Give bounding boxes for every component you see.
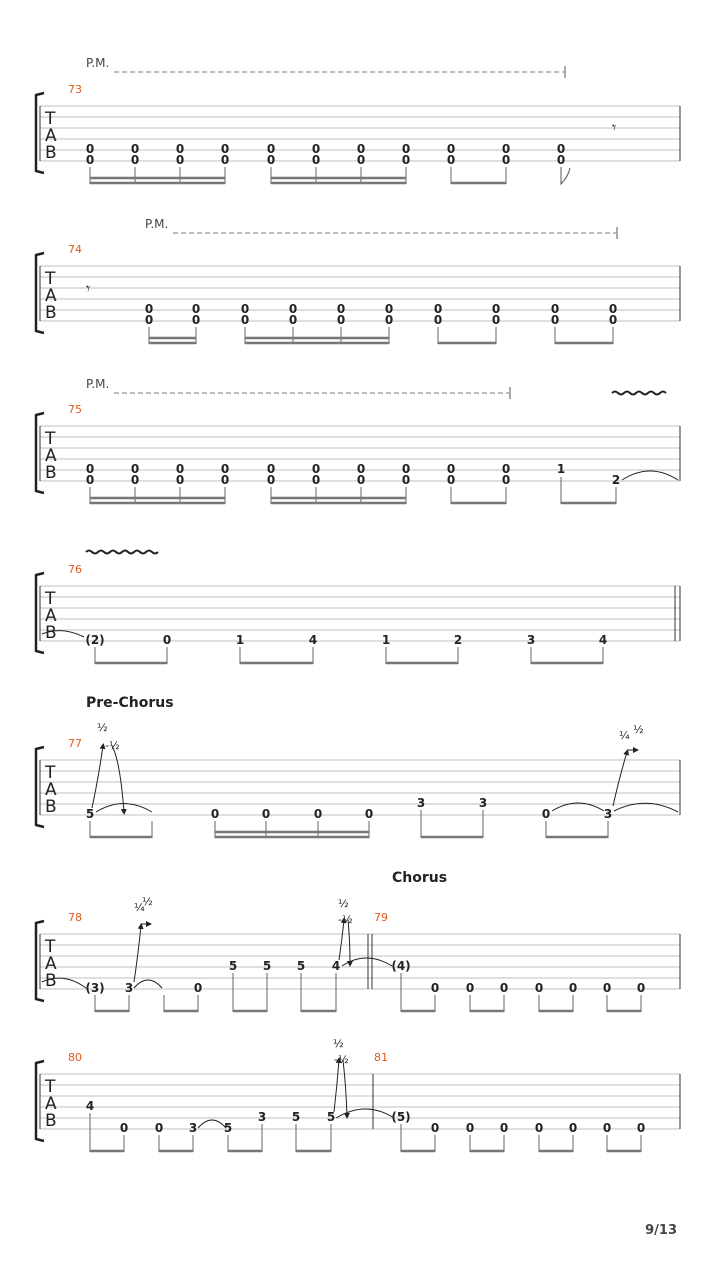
fret-number: 0 (550, 302, 560, 316)
fret-number: 3 (257, 1110, 267, 1124)
staff-lines (40, 266, 680, 321)
tab-letter-t: T (45, 109, 56, 129)
release-arrow (343, 1060, 347, 1116)
fret-number: 0 (266, 462, 276, 476)
fret-number: 1 (556, 462, 566, 476)
fret-number: 2 (453, 633, 463, 647)
fret-number: 0 (85, 142, 95, 156)
fret-number: 0 (356, 462, 366, 476)
section-label-pre-chorus: Pre-Chorus (86, 695, 174, 711)
fret-number: 0 (433, 313, 443, 327)
fret-number: 5 (223, 1121, 233, 1135)
bend-arrow (334, 1060, 339, 1112)
fret-number: 0 (501, 142, 511, 156)
fret-number: 0 (313, 807, 323, 821)
fret-number: 3 (526, 633, 536, 647)
fret-number: 0 (499, 981, 509, 995)
bend-amount-label: ½ (142, 895, 153, 908)
release-amount-label: -½ (338, 913, 353, 926)
fret-number: 0 (220, 473, 230, 487)
fret-number: 0 (175, 473, 185, 487)
fret-number: 5 (262, 959, 272, 973)
fret-number: 0 (501, 153, 511, 167)
fret-number: 5 (296, 959, 306, 973)
fret-number: 0 (446, 153, 456, 167)
system-6 (36, 870, 680, 1012)
fret-number: 5 (85, 807, 95, 821)
fret-number: 0 (130, 153, 140, 167)
tie-arc (614, 803, 678, 812)
fret-number: 0 (430, 1121, 440, 1135)
beams (90, 832, 608, 837)
fret-number: 4 (598, 633, 608, 647)
fret-number: 0 (556, 142, 566, 156)
release-amount-label: -½ (105, 739, 120, 752)
vibrato-mark (86, 551, 158, 554)
fret-number: 0 (608, 302, 618, 316)
fret-number: 0 (356, 142, 366, 156)
fret-number: 0 (356, 153, 366, 167)
fret-number: 0 (154, 1121, 164, 1135)
fret-numbers (86, 462, 620, 487)
release-amount-label: -½ (334, 1053, 349, 1066)
fret-number: 4 (85, 1099, 95, 1113)
fret-number: 0 (556, 153, 566, 167)
fret-number: 0 (220, 153, 230, 167)
tab-letter-t: T (45, 937, 56, 957)
system-3 (36, 377, 680, 504)
tab-letter-a: A (45, 126, 57, 146)
fret-number: 0 (130, 473, 140, 487)
fret-number: 0 (144, 313, 154, 327)
fret-number: 0 (491, 302, 501, 316)
fret-number: 0 (210, 807, 220, 821)
tab-letter-a: A (45, 606, 57, 626)
fret-number: 0 (465, 1121, 475, 1135)
tie-arc (134, 980, 162, 988)
tab-letter-t: T (45, 429, 56, 449)
fret-numbers (86, 142, 565, 167)
bend-amount-label: ½ (97, 721, 108, 734)
fret-number: 0 (191, 302, 201, 316)
fret-numbers (145, 302, 617, 327)
page-number: 9/13 (645, 1223, 677, 1238)
measure-number: 76 (68, 563, 82, 576)
fret-number: 0 (85, 462, 95, 476)
fret-number: 0 (266, 473, 276, 487)
note-stems (90, 810, 608, 838)
fret-number: 0 (240, 313, 250, 327)
fret-number: 0 (534, 1121, 544, 1135)
fret-number: 0 (175, 153, 185, 167)
fret-number: 0 (401, 473, 411, 487)
fret-number: 0 (311, 462, 321, 476)
fret-number: 0 (384, 302, 394, 316)
bend-amount-label: ½ (333, 1037, 344, 1050)
fret-number: 0 (636, 981, 646, 995)
release-arrow (348, 920, 350, 964)
bend-amount-label: ½ (338, 897, 349, 910)
fret-number: 2 (611, 473, 621, 487)
fret-number: 0 (162, 633, 172, 647)
fret-numbers (86, 1099, 645, 1135)
bend-amount-label: ¼ (134, 901, 145, 914)
fret-number: 0 (401, 142, 411, 156)
fret-number: 0 (499, 1121, 509, 1135)
fret-number: (5) (391, 1110, 411, 1124)
note-stems (95, 647, 603, 664)
fret-number: 0 (446, 473, 456, 487)
staff-lines (40, 1074, 680, 1129)
fret-number: 5 (228, 959, 238, 973)
fret-number: 0 (534, 981, 544, 995)
measure-number: 78 (68, 911, 82, 924)
tab-letter-b: B (45, 303, 57, 323)
fret-number: 0 (336, 313, 346, 327)
note-stems (149, 327, 613, 344)
tab-letter-t: T (45, 1077, 56, 1097)
fret-number: 0 (401, 462, 411, 476)
fret-number: 4 (308, 633, 318, 647)
system-2 (36, 217, 680, 344)
bend-amount-label: ½ (633, 723, 644, 736)
tab-letter-b: B (45, 1111, 57, 1131)
fret-number: 0 (446, 462, 456, 476)
fret-number: 0 (501, 473, 511, 487)
fret-number: 1 (235, 633, 245, 647)
fret-number: 0 (446, 142, 456, 156)
tab-letter-a: A (45, 286, 57, 306)
fret-number: (2) (85, 633, 105, 647)
tab-letter-a: A (45, 780, 57, 800)
fret-number: (3) (85, 981, 105, 995)
fret-number: 0 (433, 302, 443, 316)
beams (90, 498, 616, 503)
palm-mute-label: P.M. (145, 217, 169, 231)
staff-lines (40, 586, 680, 641)
section-label-chorus: Chorus (392, 870, 448, 886)
fret-number: 0 (541, 807, 551, 821)
tie-arc (336, 1109, 394, 1118)
measure-number: 81 (374, 1051, 388, 1064)
fret-number: 0 (311, 473, 321, 487)
fret-number: 0 (266, 153, 276, 167)
measure-number: 73 (68, 83, 82, 96)
fret-number: 0 (85, 473, 95, 487)
fret-number: 0 (220, 462, 230, 476)
palm-mute-label: P.M. (86, 377, 110, 391)
fret-number: 3 (478, 796, 488, 810)
beams (90, 178, 506, 183)
fret-number: 0 (491, 313, 501, 327)
measure-number: 75 (68, 403, 82, 416)
note-stems (90, 1113, 641, 1152)
measure-number: 79 (374, 911, 388, 924)
fret-number: 0 (550, 313, 560, 327)
beams (149, 338, 613, 343)
tab-letter-b: B (45, 463, 57, 483)
staff-lines (40, 934, 680, 989)
fret-number: 0 (384, 313, 394, 327)
bend-arrow (339, 920, 344, 960)
fret-number: 0 (311, 142, 321, 156)
fret-number: 0 (288, 302, 298, 316)
fret-number: 0 (119, 1121, 129, 1135)
fret-number: 0 (336, 302, 346, 316)
fret-number: 0 (568, 1121, 578, 1135)
fret-number: 0 (602, 1121, 612, 1135)
tab-letter-t: T (45, 269, 56, 289)
fret-number: 0 (266, 142, 276, 156)
fret-number: 0 (144, 302, 154, 316)
fret-number: 0 (430, 981, 440, 995)
fret-number: 0 (364, 807, 374, 821)
tab-letter-b: B (45, 623, 57, 643)
fret-number: 0 (130, 462, 140, 476)
measure-number: 77 (68, 737, 82, 750)
tab-letter-a: A (45, 954, 57, 974)
eighth-rest: 𝄾 (86, 279, 91, 298)
fret-number: 0 (636, 1121, 646, 1135)
fret-number: 0 (240, 302, 250, 316)
fret-number: 0 (356, 473, 366, 487)
measure-number: 80 (68, 1051, 82, 1064)
fret-number: 0 (602, 981, 612, 995)
fret-number: 0 (288, 313, 298, 327)
fret-numbers (86, 796, 612, 821)
eighth-flag (561, 167, 570, 184)
tab-letter-t: T (45, 589, 56, 609)
fret-number: 0 (608, 313, 618, 327)
note-stems (90, 167, 561, 184)
fret-number: 3 (124, 981, 134, 995)
fret-number: 0 (311, 153, 321, 167)
fret-number: 3 (603, 807, 613, 821)
system-7 (36, 1037, 680, 1152)
fret-number: 0 (501, 462, 511, 476)
system-5 (36, 695, 680, 838)
system-4 (36, 551, 680, 665)
bend-amount-label: ¼ (619, 729, 630, 742)
tie-arc (622, 471, 678, 480)
fret-number: 0 (465, 981, 475, 995)
tab-letter-a: A (45, 446, 57, 466)
tab-letter-b: B (45, 971, 57, 991)
bend-arrow (92, 746, 103, 808)
fret-number: 5 (326, 1110, 336, 1124)
measure-number: 74 (68, 243, 82, 256)
tab-letter-a: A (45, 1094, 57, 1114)
fret-number: 0 (85, 153, 95, 167)
fret-number: 0 (193, 981, 203, 995)
fret-number: 0 (175, 462, 185, 476)
palm-mute-label: P.M. (86, 56, 110, 70)
vibrato-mark (612, 392, 666, 395)
system-1 (36, 56, 680, 184)
fret-number: 4 (331, 959, 341, 973)
tab-letter-t: T (45, 763, 56, 783)
fret-number: 0 (220, 142, 230, 156)
fret-number: (4) (391, 959, 411, 973)
eighth-rest: 𝄾 (612, 118, 617, 137)
fret-number: 0 (261, 807, 271, 821)
fret-number: 3 (188, 1121, 198, 1135)
fret-number: 0 (568, 981, 578, 995)
fret-number: 0 (175, 142, 185, 156)
fret-number: 0 (130, 142, 140, 156)
fret-numbers (85, 959, 645, 995)
staff-lines (40, 760, 680, 815)
tie-arc (198, 1120, 226, 1128)
fret-number: 0 (401, 153, 411, 167)
fret-number: 3 (416, 796, 426, 810)
fret-numbers (85, 633, 607, 647)
fret-number: 1 (381, 633, 391, 647)
tab-letter-b: B (45, 143, 57, 163)
fret-number: 0 (191, 313, 201, 327)
release-arrow (112, 746, 124, 812)
fret-number: 5 (291, 1110, 301, 1124)
tab-letter-b: B (45, 797, 57, 817)
